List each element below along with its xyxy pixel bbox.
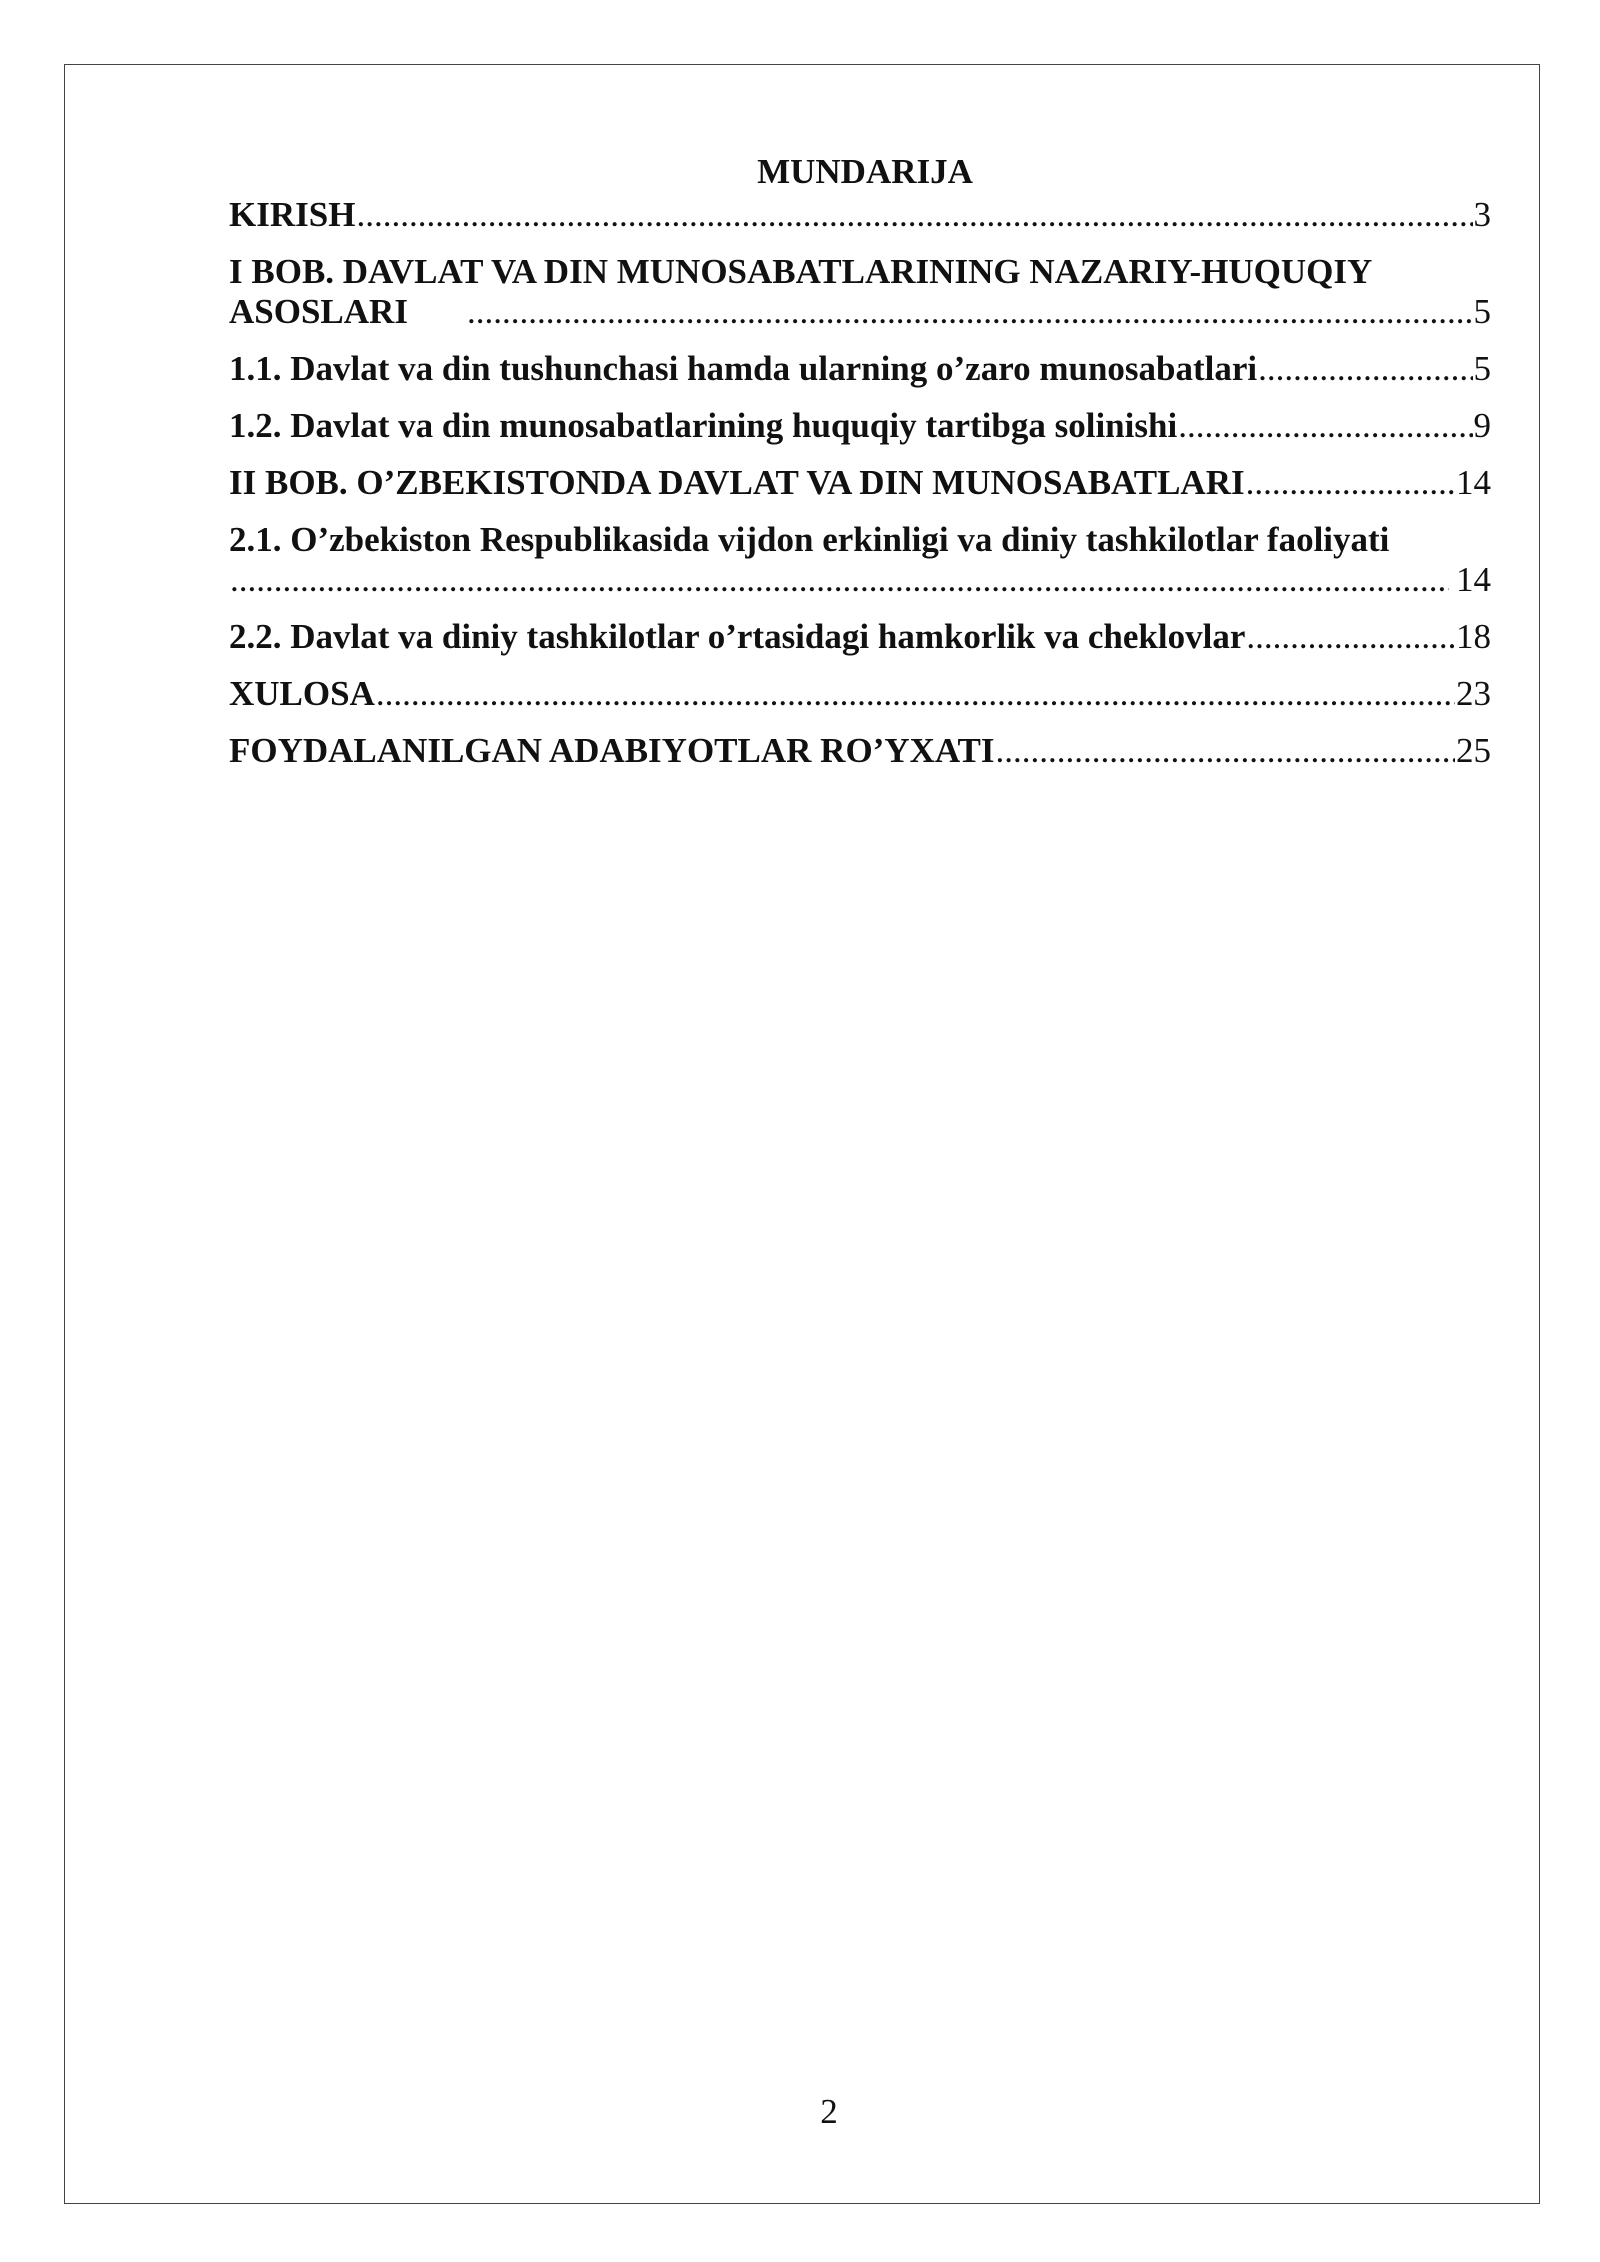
- toc-entry-page: 9: [1473, 406, 1491, 445]
- toc-entry-page: 5: [1473, 292, 1491, 331]
- toc-entry-page: 5: [1473, 349, 1491, 388]
- toc-entry-xulosa[interactable]: [229, 674, 1491, 714]
- toc-entry-section-1-2[interactable]: [229, 406, 1491, 446]
- toc-entry-label: 2.1. O’zbekiston Respublikasida vijdon erkinligi va diniy tashkilotlar faoliyati: [229, 520, 1390, 559]
- toc-entry-label: 1.1. Davlat va din tushunchasi hamda ularning o’zaro munosabatlari: [229, 349, 1258, 388]
- toc-entry-page: 14: [1456, 560, 1491, 599]
- toc-entry-label: 1.2. Davlat va din munosabatlarining huquqiy tartibga solinishi: [229, 406, 1178, 445]
- toc-entry-page: 18: [1456, 617, 1491, 656]
- toc-entry-page: 23: [1456, 674, 1491, 713]
- toc-entry-section-1-1[interactable]: [229, 349, 1491, 389]
- toc-entry-page: 25: [1456, 731, 1491, 770]
- dot-leader: [356, 195, 1472, 235]
- toc-entry-label: FOYDALANILGAN ADABIYOTLAR RO’YXATI: [229, 731, 995, 770]
- toc-entry-label-continued: ASOSLARI: [229, 292, 408, 331]
- toc-entry-bibliography[interactable]: [229, 731, 1491, 771]
- toc-entry-chapter-1[interactable]: [229, 252, 1491, 332]
- dot-leader: [376, 674, 1455, 714]
- page-number: 2: [820, 2092, 838, 2131]
- dot-leader: [1258, 349, 1472, 389]
- toc-title: MUNDARIJA: [757, 152, 973, 191]
- toc-entry-page: 14: [1456, 463, 1491, 502]
- toc-entry-label: II BOB. O’ZBEKISTONDA DAVLAT VA DIN MUNOSABATLARI: [229, 463, 1245, 502]
- toc-entry-page: 3: [1473, 195, 1491, 234]
- dot-leader: [230, 560, 1449, 600]
- toc-entry-section-2-1[interactable]: [229, 520, 1491, 600]
- toc-entry-section-2-2[interactable]: [229, 617, 1491, 657]
- toc-entry-label: I BOB. DAVLAT VA DIN MUNOSABATLARINING NAZARIY-HUQUQIY: [229, 252, 1373, 291]
- table-of-contents: [229, 152, 1491, 788]
- dot-leader: [1178, 406, 1472, 446]
- toc-entry-label: 2.2. Davlat va diniy tashkilotlar o’rtasidagi hamkorlik va cheklovlar: [229, 617, 1246, 656]
- dot-leader: [1246, 463, 1455, 503]
- dot-leader: [996, 731, 1455, 771]
- toc-entry-label: XULOSA: [229, 674, 375, 713]
- toc-entry-chapter-2[interactable]: [229, 463, 1491, 503]
- toc-entry-kirish[interactable]: [229, 195, 1491, 235]
- dot-leader: [467, 292, 1473, 332]
- toc-entry-label: KIRISH: [229, 195, 356, 234]
- dot-leader: [1246, 617, 1455, 657]
